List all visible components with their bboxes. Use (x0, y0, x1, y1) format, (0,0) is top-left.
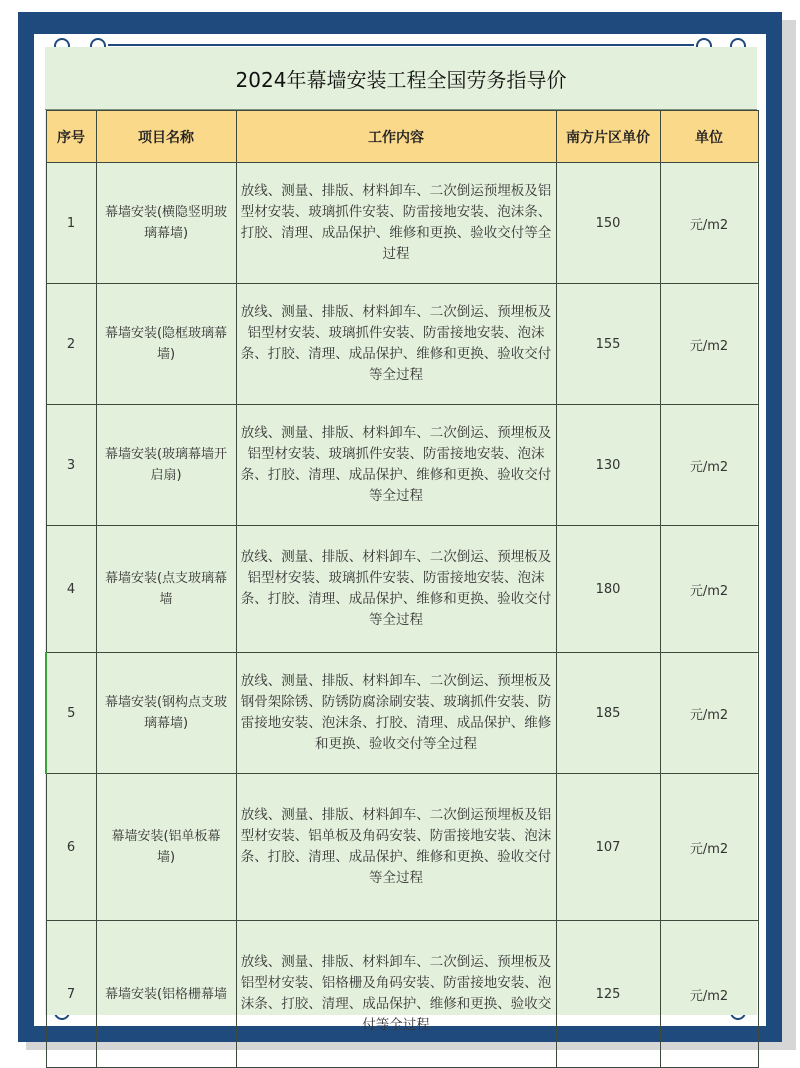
row-unit: 元/m2 (660, 163, 758, 284)
row-price: 150 (556, 163, 660, 284)
table-row (46, 774, 758, 921)
row-index: 4 (46, 526, 96, 653)
row-unit: 元/m2 (660, 653, 758, 774)
row-price: 130 (556, 405, 660, 526)
row-unit: 元/m2 (660, 774, 758, 921)
row-content: 放线、测量、排版、材料卸车、二次倒运预埋板及铝型材安装、铝单板及角码安装、防雷接地安装、泡沫条、打胶、清理、成品保护、维修和更换、验收交付等全过程 (236, 774, 556, 921)
row-name: 幕墙安装(铝单板幕墙) (96, 774, 236, 921)
col-header-name: 项目名称 (96, 111, 236, 163)
table-header-row (46, 111, 758, 163)
row-price: 155 (556, 284, 660, 405)
table-row (46, 921, 758, 1068)
row-index: 1 (46, 163, 96, 284)
col-header-index: 序号 (46, 111, 96, 163)
price-sheet (45, 47, 757, 1033)
table-row (46, 163, 758, 284)
row-price: 107 (556, 774, 660, 921)
table-row (46, 405, 758, 526)
row-name: 幕墙安装(点支玻璃幕墙 (96, 526, 236, 653)
row-index: 6 (46, 774, 96, 921)
table-row (46, 526, 758, 653)
row-unit: 元/m2 (660, 284, 758, 405)
row-unit: 元/m2 (660, 921, 758, 1068)
table-row (46, 653, 758, 774)
row-content: 放线、测量、排版、材料卸车、二次倒运、预埋板及铝型材安装、玻璃抓件安装、防雷接地安装、泡沫条、打胶、清理、成品保护、维修和更换、验收交付等全过程 (236, 526, 556, 653)
col-header-content: 工作内容 (236, 111, 556, 163)
row-index: 5 (46, 653, 96, 774)
row-name: 幕墙安装(钢构点支玻璃幕墙) (96, 653, 236, 774)
col-header-unit: 单位 (660, 111, 758, 163)
row-content: 放线、测量、排版、材料卸车、二次倒运、预埋板及铝型材安装、铝格栅及角码安装、防雷接地安装、泡沫条、打胶、清理、成品保护、维修和更换、验收交付等全过程 (236, 921, 556, 1068)
row-name: 幕墙安装(横隐竖明玻璃幕墙) (96, 163, 236, 284)
page-title: 2024年幕墙安装工程全国劳务指导价 (45, 47, 757, 110)
row-index: 7 (46, 921, 96, 1068)
row-price: 180 (556, 526, 660, 653)
row-price: 125 (556, 921, 660, 1068)
table-row (46, 284, 758, 405)
row-content: 放线、测量、排版、材料卸车、二次倒运、预埋板及铝型材安装、玻璃抓件安装、防雷接地安装、泡沫条、打胶、清理、成品保护、维修和更换、验收交付等全过程 (236, 405, 556, 526)
row-content: 放线、测量、排版、材料卸车、二次倒运、预埋板及钢骨架除锈、防锈防腐涂刷安装、玻璃抓件安装、防雷接地安装、泡沫条、打胶、清理、成品保护、维修和更换、验收交付等全过程 (236, 653, 556, 774)
row-name: 幕墙安装(隐框玻璃幕墙) (96, 284, 236, 405)
row-name: 幕墙安装(铝格栅幕墙 (96, 921, 236, 1068)
row-name: 幕墙安装(玻璃幕墙开启扇) (96, 405, 236, 526)
row-unit: 元/m2 (660, 405, 758, 526)
row-content: 放线、测量、排版、材料卸车、二次倒运、预埋板及铝型材安装、玻璃抓件安装、防雷接地安装、泡沫条、打胶、清理、成品保护、维修和更换、验收交付等全过程 (236, 284, 556, 405)
row-index: 3 (46, 405, 96, 526)
row-index: 2 (46, 284, 96, 405)
row-price: 185 (556, 653, 660, 774)
top-rule (108, 44, 694, 46)
col-header-price: 南方片区单价 (556, 111, 660, 163)
row-unit: 元/m2 (660, 526, 758, 653)
price-table (45, 110, 759, 1068)
row-content: 放线、测量、排版、材料卸车、二次倒运预埋板及铝型材安装、玻璃抓件安装、防雷接地安装、泡沫条、打胶、清理、成品保护、维修和更换、验收交付等全过程 (236, 163, 556, 284)
